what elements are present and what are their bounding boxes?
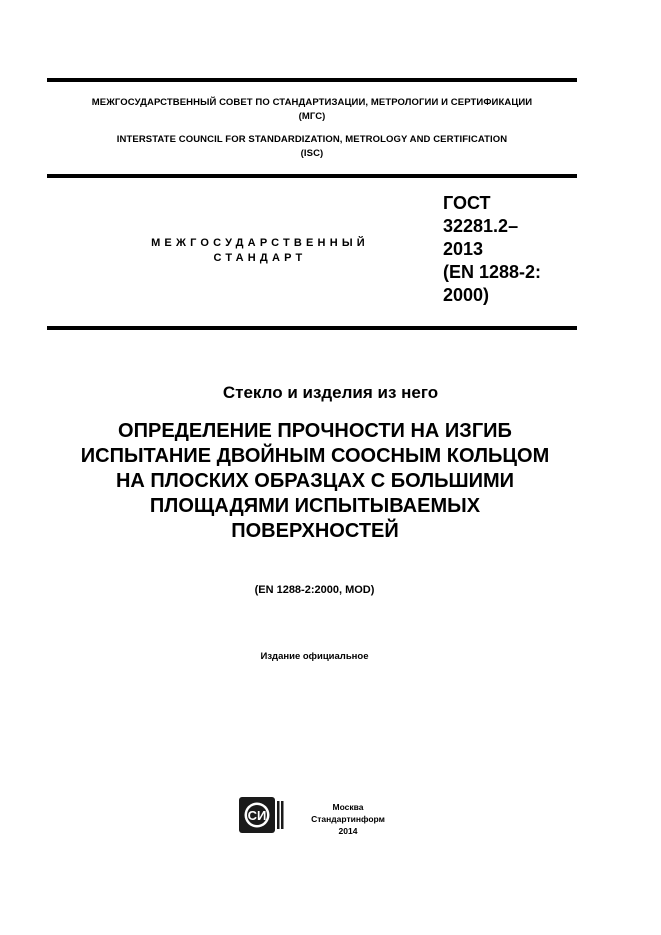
standard-type [120, 236, 400, 266]
publisher-year: 2014 [338, 826, 358, 836]
council-ru-abbr: (МГС) [298, 111, 326, 122]
document-subtitle: Стекло и изделия из него [222, 383, 439, 402]
top-rule [47, 78, 577, 82]
council-en [47, 133, 577, 161]
standard-code-line: ГОСТ [443, 193, 491, 213]
edition-note: Издание официальное [260, 651, 369, 662]
standard-code-line: 2000) [443, 285, 490, 305]
council-ru [47, 96, 577, 124]
standartinform-logo-icon [239, 797, 285, 833]
title-line: ИСПЫТАНИЕ ДВОЙНЫМ СООСНЫМ КОЛЬЦОМ [80, 445, 550, 467]
council-en-name: INTERSTATE COUNCIL FOR STANDARDIZATION, METROLOGY AND CERTIFICATION [116, 134, 508, 145]
bottom-rule [47, 326, 577, 330]
standard-type-line2: СТАНДАРТ [213, 252, 307, 264]
standard-code-line: 2013 [443, 239, 484, 259]
logo-text: СИ [247, 808, 267, 823]
title-line: НА ПЛОСКИХ ОБРАЗЦАХ С БОЛЬШИМИ [115, 470, 515, 492]
title-line: ПОВЕРХНОСТЕЙ [231, 520, 399, 542]
document-title [20, 419, 610, 544]
council-en-abbr: (ISC) [300, 148, 324, 159]
title-line: ПЛОЩАДЯМИ ИСПЫТЫВАЕМЫХ [149, 495, 481, 517]
standard-code-line: 32281.2– [443, 216, 519, 236]
publisher-info [300, 801, 396, 837]
middle-rule [47, 174, 577, 178]
title-line: ОПРЕДЕЛЕНИЕ ПРОЧНОСТИ НА ИЗГИБ [118, 420, 512, 442]
publisher-name: Стандартинформ [311, 814, 385, 824]
council-ru-name: МЕЖГОСУДАРСТВЕННЫЙ СОВЕТ ПО СТАНДАРТИЗАЦИИ, МЕТРОЛОГИИ И СЕРТИФИКАЦИИ [91, 97, 533, 108]
standard-code [443, 192, 541, 307]
equivalence-note: (EN 1288-2:2000, MOD) [254, 584, 375, 596]
publisher-city: Москва [332, 802, 364, 812]
standard-type-line1: МЕЖГОСУДАРСТВЕННЫЙ [151, 237, 369, 249]
standard-code-line: (EN 1288-2: [443, 262, 542, 282]
